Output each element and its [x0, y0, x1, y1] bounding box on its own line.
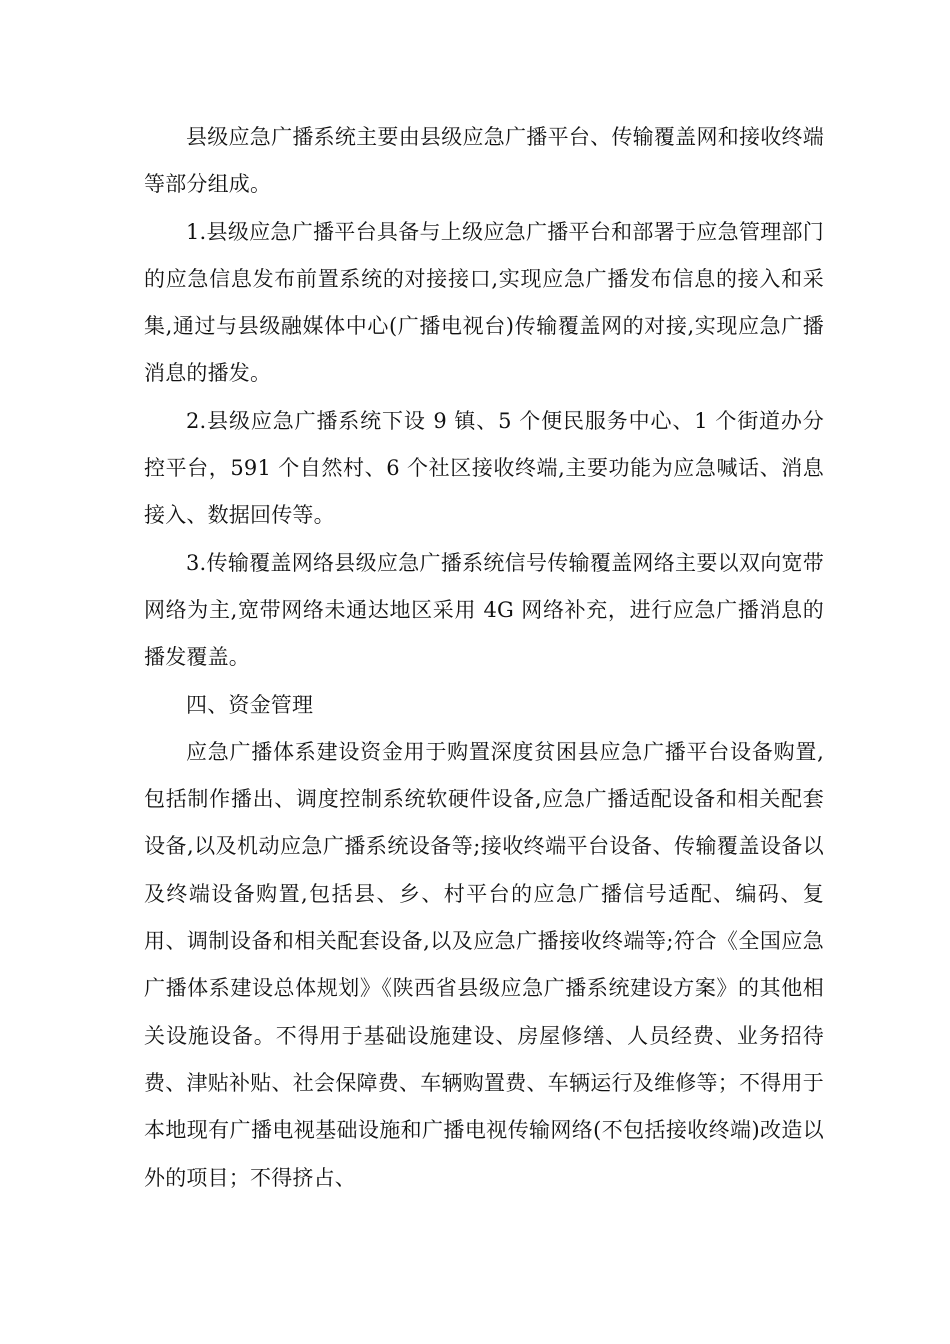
paragraph-intro: 县级应急广播系统主要由县级应急广播平台、传输覆盖网和接收终端等部分组成。 — [144, 125, 824, 197]
paragraph-fund-usage: 应急广播体系建设资金用于购置深度贫困县应急广播平台设备购置,包括制作播出、调度控制系统软硬件设备,应急广播适配设备和相关配套设备,以及机动应急广播系统设备等;接收终端平台设备、传输覆盖设备以及终端设备购置,包括县、乡、村平台的应急广播信号适配、编码、复用、调制设备和相关配套设备,以及应急广播接收终端等;符合《全国应急广播体系建设总体规划》《陕西省县级应急广播系统建设方案》的其他相关设施设备。不得用于基础设施建设、房屋修缮、人员经费、业务招待费、津贴补贴、社会保障费、车辆购置费、车辆运行及维修等；不得用于本地现有广播电视基础设施和广播电视传输网络(不包括接收终端)改造以外的项目；不得挤占、 — [144, 739, 824, 1190]
section-heading-fund-management: 四、资金管理 — [186, 692, 314, 717]
paragraph-item-3: 3.传输覆盖网络县级应急广播系统信号传输覆盖网络主要以双向宽带网络为主,宽带网络未通达地区采用 4G 网络补充，进行应急广播消息的播发覆盖。 — [144, 550, 824, 670]
paragraph-item-1: 1.县级应急广播平台具备与上级应急广播平台和部署于应急管理部门的应急信息发布前置系统的对接接口,实现应急广播发布信息的接入和采集,通过与县级融媒体中心(广播电视台)传输覆盖网的对接,实现应急广播消息的播发。 — [144, 219, 824, 386]
paragraph-item-2: 2.县级应急广播系统下设 9 镇、5 个便民服务中心、1 个街道办分控平台，591 个自然村、6 个社区接收终端,主要功能为应急喊话、消息接入、数据回传等。 — [144, 408, 824, 528]
document-body — [144, 114, 824, 1202]
